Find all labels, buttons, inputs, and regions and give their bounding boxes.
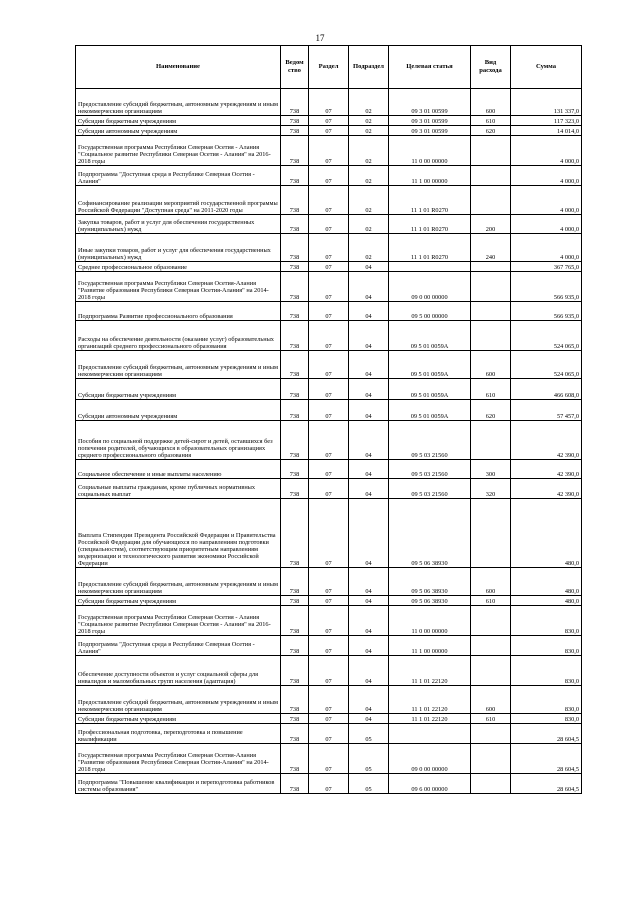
- cell-dept: 738: [281, 656, 309, 686]
- header-subsection: Подраздел: [349, 46, 389, 89]
- cell-name: Иные закупки товаров, работ и услуг для обеспечения государственных (муниципальных) нужд: [76, 234, 281, 262]
- header-sum: Сумма: [511, 46, 582, 89]
- page-number: 17: [315, 33, 325, 43]
- cell-expense-type: 320: [471, 479, 511, 499]
- cell-name: Субсидии автономным учреждениям: [76, 400, 281, 421]
- cell-dept: 738: [281, 479, 309, 499]
- cell-expense-type: 620: [471, 126, 511, 136]
- cell-name: Расходы на обеспечение деятельности (оказание услуг) образовательных организаций среднего профессионального образования: [76, 321, 281, 351]
- cell-name: Государственная программа Республики Северная Осетия - Алания "Социальное развитие Республики Северная Осетия - Алания" на 2016-2018 годы: [76, 136, 281, 166]
- cell-expense-type: [471, 724, 511, 744]
- cell-dept: 738: [281, 421, 309, 460]
- cell-sum: 28 604,5: [511, 774, 582, 794]
- cell-sum: 131 337,0: [511, 89, 582, 116]
- cell-subsection: 04: [349, 686, 389, 714]
- cell-section: 07: [309, 724, 349, 744]
- cell-dept: 738: [281, 460, 309, 479]
- table-row: [76, 186, 582, 215]
- cell-section: 07: [309, 421, 349, 460]
- cell-section: 07: [309, 499, 349, 568]
- cell-section: 07: [309, 596, 349, 606]
- table-row: [76, 460, 582, 479]
- cell-article: 11 1 00 00000: [389, 636, 471, 656]
- cell-dept: 738: [281, 596, 309, 606]
- cell-subsection: 04: [349, 400, 389, 421]
- cell-article: [389, 724, 471, 744]
- table-row: [76, 215, 582, 234]
- cell-subsection: 04: [349, 262, 389, 272]
- cell-expense-type: [471, 302, 511, 321]
- cell-article: 11 1 01 R0270: [389, 234, 471, 262]
- cell-dept: 738: [281, 636, 309, 656]
- cell-section: 07: [309, 234, 349, 262]
- cell-dept: 738: [281, 321, 309, 351]
- cell-section: 07: [309, 656, 349, 686]
- cell-article: 09 5 06 38930: [389, 568, 471, 596]
- cell-dept: 738: [281, 215, 309, 234]
- cell-article: 09 0 00 00000: [389, 744, 471, 774]
- cell-expense-type: 610: [471, 714, 511, 724]
- cell-sum: 117 323,0: [511, 116, 582, 126]
- cell-article: 11 1 01 R0270: [389, 186, 471, 215]
- cell-expense-type: [471, 606, 511, 636]
- cell-subsection: 04: [349, 351, 389, 379]
- cell-section: 07: [309, 116, 349, 126]
- cell-section: 07: [309, 379, 349, 400]
- cell-sum: 42 390,0: [511, 421, 582, 460]
- cell-section: 07: [309, 302, 349, 321]
- cell-section: 07: [309, 686, 349, 714]
- cell-dept: 738: [281, 724, 309, 744]
- cell-sum: 4 000,0: [511, 234, 582, 262]
- cell-article: 09 5 01 0059A: [389, 400, 471, 421]
- cell-sum: 830,0: [511, 656, 582, 686]
- cell-expense-type: [471, 636, 511, 656]
- table-row: [76, 568, 582, 596]
- cell-name: Государственная программа Республики Северная Осетия - Алания "Социальное развитие Республики Северная Осетия - Алания" на 2016-2018 годы: [76, 606, 281, 636]
- cell-section: 07: [309, 321, 349, 351]
- cell-subsection: 04: [349, 636, 389, 656]
- cell-expense-type: [471, 421, 511, 460]
- cell-subsection: 04: [349, 272, 389, 302]
- header-article: Целевая статья: [389, 46, 471, 89]
- cell-section: 07: [309, 606, 349, 636]
- cell-subsection: 04: [349, 379, 389, 400]
- cell-expense-type: 600: [471, 351, 511, 379]
- cell-subsection: 02: [349, 186, 389, 215]
- cell-sum: 367 765,0: [511, 262, 582, 272]
- table-row: [76, 262, 582, 272]
- cell-name: Социальные выплаты гражданам, кроме публичных нормативных социальных выплат: [76, 479, 281, 499]
- table-row: [76, 714, 582, 724]
- cell-article: 11 0 00 00000: [389, 606, 471, 636]
- cell-article: 11 1 00 00000: [389, 166, 471, 186]
- cell-name: Государственная программа Республики Северная Осетия-Алания "Развитие образования Республики Северная Осетия-Алания" на 2014-2018 годы: [76, 744, 281, 774]
- cell-dept: 738: [281, 714, 309, 724]
- cell-subsection: 05: [349, 774, 389, 794]
- cell-section: 07: [309, 215, 349, 234]
- table-row: [76, 379, 582, 400]
- cell-subsection: 02: [349, 136, 389, 166]
- table-row: [76, 596, 582, 606]
- cell-dept: 738: [281, 136, 309, 166]
- cell-sum: 524 065,0: [511, 321, 582, 351]
- cell-expense-type: [471, 744, 511, 774]
- cell-section: 07: [309, 636, 349, 656]
- table-row: [76, 234, 582, 262]
- cell-subsection: 02: [349, 89, 389, 116]
- cell-section: 07: [309, 460, 349, 479]
- cell-sum: 830,0: [511, 606, 582, 636]
- cell-name: Среднее профессиональное образование: [76, 262, 281, 272]
- cell-article: 09 5 06 38930: [389, 499, 471, 568]
- cell-sum: 14 014,0: [511, 126, 582, 136]
- cell-section: 07: [309, 774, 349, 794]
- cell-expense-type: [471, 499, 511, 568]
- cell-name: Субсидии бюджетным учреждениям: [76, 714, 281, 724]
- cell-section: 07: [309, 568, 349, 596]
- cell-sum: 4 000,0: [511, 136, 582, 166]
- cell-name: Софинансирование реализации мероприятий государственной программы Российской Федерации "Доступная среда" на 2011-2020 годы: [76, 186, 281, 215]
- cell-article: 09 5 01 0059A: [389, 379, 471, 400]
- cell-dept: 738: [281, 400, 309, 421]
- cell-name: Закупка товаров, работ и услуг для обеспечения государственных (муниципальных) нужд: [76, 215, 281, 234]
- cell-dept: 738: [281, 116, 309, 126]
- cell-sum: 566 935,0: [511, 272, 582, 302]
- table-row: [76, 89, 582, 116]
- cell-article: 11 1 01 R0270: [389, 215, 471, 234]
- cell-sum: 4 000,0: [511, 215, 582, 234]
- cell-subsection: 04: [349, 421, 389, 460]
- cell-article: 09 0 00 00000: [389, 272, 471, 302]
- cell-sum: 28 604,5: [511, 744, 582, 774]
- cell-sum: 480,0: [511, 499, 582, 568]
- table-row: [76, 744, 582, 774]
- cell-name: Подпрограмма "Повышение квалификации и переподготовка работников системы образования": [76, 774, 281, 794]
- cell-expense-type: [471, 186, 511, 215]
- table-row: [76, 116, 582, 126]
- cell-article: 09 5 01 0059A: [389, 351, 471, 379]
- cell-name: Предоставление субсидий бюджетным, автономным учреждениям и иным некоммерческим организациям: [76, 568, 281, 596]
- cell-section: 07: [309, 126, 349, 136]
- cell-expense-type: 240: [471, 234, 511, 262]
- cell-subsection: 04: [349, 656, 389, 686]
- cell-sum: 4 000,0: [511, 186, 582, 215]
- cell-dept: 738: [281, 234, 309, 262]
- table-row: [76, 636, 582, 656]
- cell-subsection: 04: [349, 606, 389, 636]
- cell-dept: 738: [281, 351, 309, 379]
- cell-name: Государственная программа Республики Северная Осетия-Алания "Развитие образования Республики Северная Осетия-Алания" на 2014-2018 годы: [76, 272, 281, 302]
- cell-name: Предоставление субсидий бюджетным, автономным учреждениям и иным некоммерческим организациям: [76, 686, 281, 714]
- cell-article: 09 5 00 00000: [389, 302, 471, 321]
- table-row: [76, 774, 582, 794]
- table-row: [76, 302, 582, 321]
- table-row: [76, 321, 582, 351]
- cell-expense-type: 610: [471, 596, 511, 606]
- cell-subsection: 02: [349, 166, 389, 186]
- table-row: [76, 499, 582, 568]
- cell-section: 07: [309, 272, 349, 302]
- cell-dept: 738: [281, 499, 309, 568]
- cell-name: Предоставление субсидий бюджетным, автономным учреждениям и иным некоммерческим организациям: [76, 351, 281, 379]
- cell-dept: 738: [281, 126, 309, 136]
- cell-section: 07: [309, 351, 349, 379]
- cell-article: 09 5 06 38930: [389, 596, 471, 606]
- cell-section: 07: [309, 89, 349, 116]
- cell-sum: 566 935,0: [511, 302, 582, 321]
- cell-expense-type: [471, 272, 511, 302]
- cell-dept: 738: [281, 568, 309, 596]
- cell-subsection: 04: [349, 460, 389, 479]
- cell-name: Социальное обеспечение и иные выплаты населению: [76, 460, 281, 479]
- cell-section: 07: [309, 400, 349, 421]
- table-row: [76, 479, 582, 499]
- table-header-row: [76, 46, 582, 89]
- table-row: [76, 606, 582, 636]
- cell-expense-type: 600: [471, 89, 511, 116]
- header-name: Наименование: [76, 46, 281, 89]
- cell-section: 07: [309, 166, 349, 186]
- cell-expense-type: [471, 774, 511, 794]
- cell-sum: 57 457,0: [511, 400, 582, 421]
- cell-article: 11 0 00 00000: [389, 136, 471, 166]
- header-dept: Ведом ство: [281, 46, 309, 89]
- cell-name: Субсидии бюджетным учреждениям: [76, 379, 281, 400]
- table-row: [76, 166, 582, 186]
- cell-article: [389, 262, 471, 272]
- cell-expense-type: [471, 656, 511, 686]
- cell-name: Профессиональная подготовка, переподготовка и повышение квалификации: [76, 724, 281, 744]
- cell-subsection: 02: [349, 215, 389, 234]
- cell-dept: 738: [281, 89, 309, 116]
- table-row: [76, 724, 582, 744]
- cell-subsection: 04: [349, 714, 389, 724]
- cell-name: Подпрограмма "Доступная среда в Республике Северная Осетия - Алания": [76, 636, 281, 656]
- cell-expense-type: [471, 136, 511, 166]
- cell-expense-type: 620: [471, 400, 511, 421]
- cell-section: 07: [309, 714, 349, 724]
- cell-dept: 738: [281, 262, 309, 272]
- cell-sum: 466 608,0: [511, 379, 582, 400]
- cell-section: 07: [309, 136, 349, 166]
- table-row: [76, 421, 582, 460]
- cell-article: 09 5 03 21560: [389, 479, 471, 499]
- header-expense-type: Вид расхода: [471, 46, 511, 89]
- cell-subsection: 04: [349, 568, 389, 596]
- cell-dept: 738: [281, 302, 309, 321]
- cell-subsection: 04: [349, 321, 389, 351]
- cell-dept: 738: [281, 686, 309, 714]
- cell-sum: 830,0: [511, 714, 582, 724]
- table-row: [76, 272, 582, 302]
- cell-expense-type: 300: [471, 460, 511, 479]
- cell-subsection: 04: [349, 302, 389, 321]
- table-row: [76, 686, 582, 714]
- cell-subsection: 05: [349, 744, 389, 774]
- cell-dept: 738: [281, 379, 309, 400]
- cell-name: Субсидии бюджетным учреждениям: [76, 596, 281, 606]
- header-section: Раздел: [309, 46, 349, 89]
- cell-sum: 28 604,5: [511, 724, 582, 744]
- cell-name: Обеспечение доступности объектов и услуг социальной сферы для инвалидов и маломобильных групп населения (адаптация): [76, 656, 281, 686]
- table-row: [76, 656, 582, 686]
- cell-sum: 480,0: [511, 568, 582, 596]
- cell-name: Подпрограмма "Доступная среда в Республике Северная Осетия - Алания": [76, 166, 281, 186]
- cell-sum: 480,0: [511, 596, 582, 606]
- cell-dept: 738: [281, 606, 309, 636]
- cell-dept: 738: [281, 166, 309, 186]
- cell-name: Выплата Стипендии Президента Российской Федерации и Правительства Российской Федерации для обучающихся по направлениям подготовки (специальностям), соответствующим приоритетным направлениям модернизации и технологического развития экономики Российской Федерации: [76, 499, 281, 568]
- cell-subsection: 04: [349, 596, 389, 606]
- cell-dept: 738: [281, 272, 309, 302]
- cell-article: 09 5 01 0059A: [389, 321, 471, 351]
- cell-expense-type: [471, 262, 511, 272]
- cell-subsection: 02: [349, 116, 389, 126]
- cell-subsection: 04: [349, 499, 389, 568]
- cell-article: 11 1 01 22120: [389, 686, 471, 714]
- cell-section: 07: [309, 262, 349, 272]
- table-row: [76, 400, 582, 421]
- cell-article: 09 5 03 21560: [389, 421, 471, 460]
- cell-dept: 738: [281, 186, 309, 215]
- cell-expense-type: 610: [471, 116, 511, 126]
- cell-sum: 42 390,0: [511, 460, 582, 479]
- cell-subsection: 02: [349, 234, 389, 262]
- cell-section: 07: [309, 744, 349, 774]
- cell-expense-type: 200: [471, 215, 511, 234]
- cell-expense-type: [471, 166, 511, 186]
- cell-sum: 42 390,0: [511, 479, 582, 499]
- cell-subsection: 04: [349, 479, 389, 499]
- cell-name: Пособия по социальной поддержке детей-сирот и детей, оставшихся без попечения родителей, обучающихся в образовательных организациях среднего профессионального образования: [76, 421, 281, 460]
- cell-article: 09 5 03 21560: [389, 460, 471, 479]
- cell-dept: 738: [281, 774, 309, 794]
- cell-sum: 830,0: [511, 686, 582, 714]
- cell-article: 11 1 01 22120: [389, 714, 471, 724]
- cell-article: 09 6 00 00000: [389, 774, 471, 794]
- cell-name: Предоставление субсидий бюджетным, автономным учреждениям и иным некоммерческим организациям: [76, 89, 281, 116]
- cell-article: 09 3 01 00599: [389, 89, 471, 116]
- cell-subsection: 02: [349, 126, 389, 136]
- cell-article: 09 3 01 00599: [389, 116, 471, 126]
- table-row: [76, 136, 582, 166]
- cell-section: 07: [309, 479, 349, 499]
- cell-sum: 4 000,0: [511, 166, 582, 186]
- cell-expense-type: 610: [471, 379, 511, 400]
- cell-name: Субсидии бюджетным учреждениям: [76, 116, 281, 126]
- table-row: [76, 126, 582, 136]
- cell-sum: 524 065,0: [511, 351, 582, 379]
- cell-name: Субсидии автономным учреждениям: [76, 126, 281, 136]
- cell-expense-type: 600: [471, 568, 511, 596]
- cell-section: 07: [309, 186, 349, 215]
- budget-table: [75, 45, 582, 794]
- table-row: [76, 351, 582, 379]
- cell-expense-type: [471, 321, 511, 351]
- cell-sum: 830,0: [511, 636, 582, 656]
- cell-name: Подпрограмма Развитие профессионального образования: [76, 302, 281, 321]
- cell-dept: 738: [281, 744, 309, 774]
- cell-article: 09 3 01 00599: [389, 126, 471, 136]
- cell-subsection: 05: [349, 724, 389, 744]
- cell-expense-type: 600: [471, 686, 511, 714]
- cell-article: 11 1 01 22120: [389, 656, 471, 686]
